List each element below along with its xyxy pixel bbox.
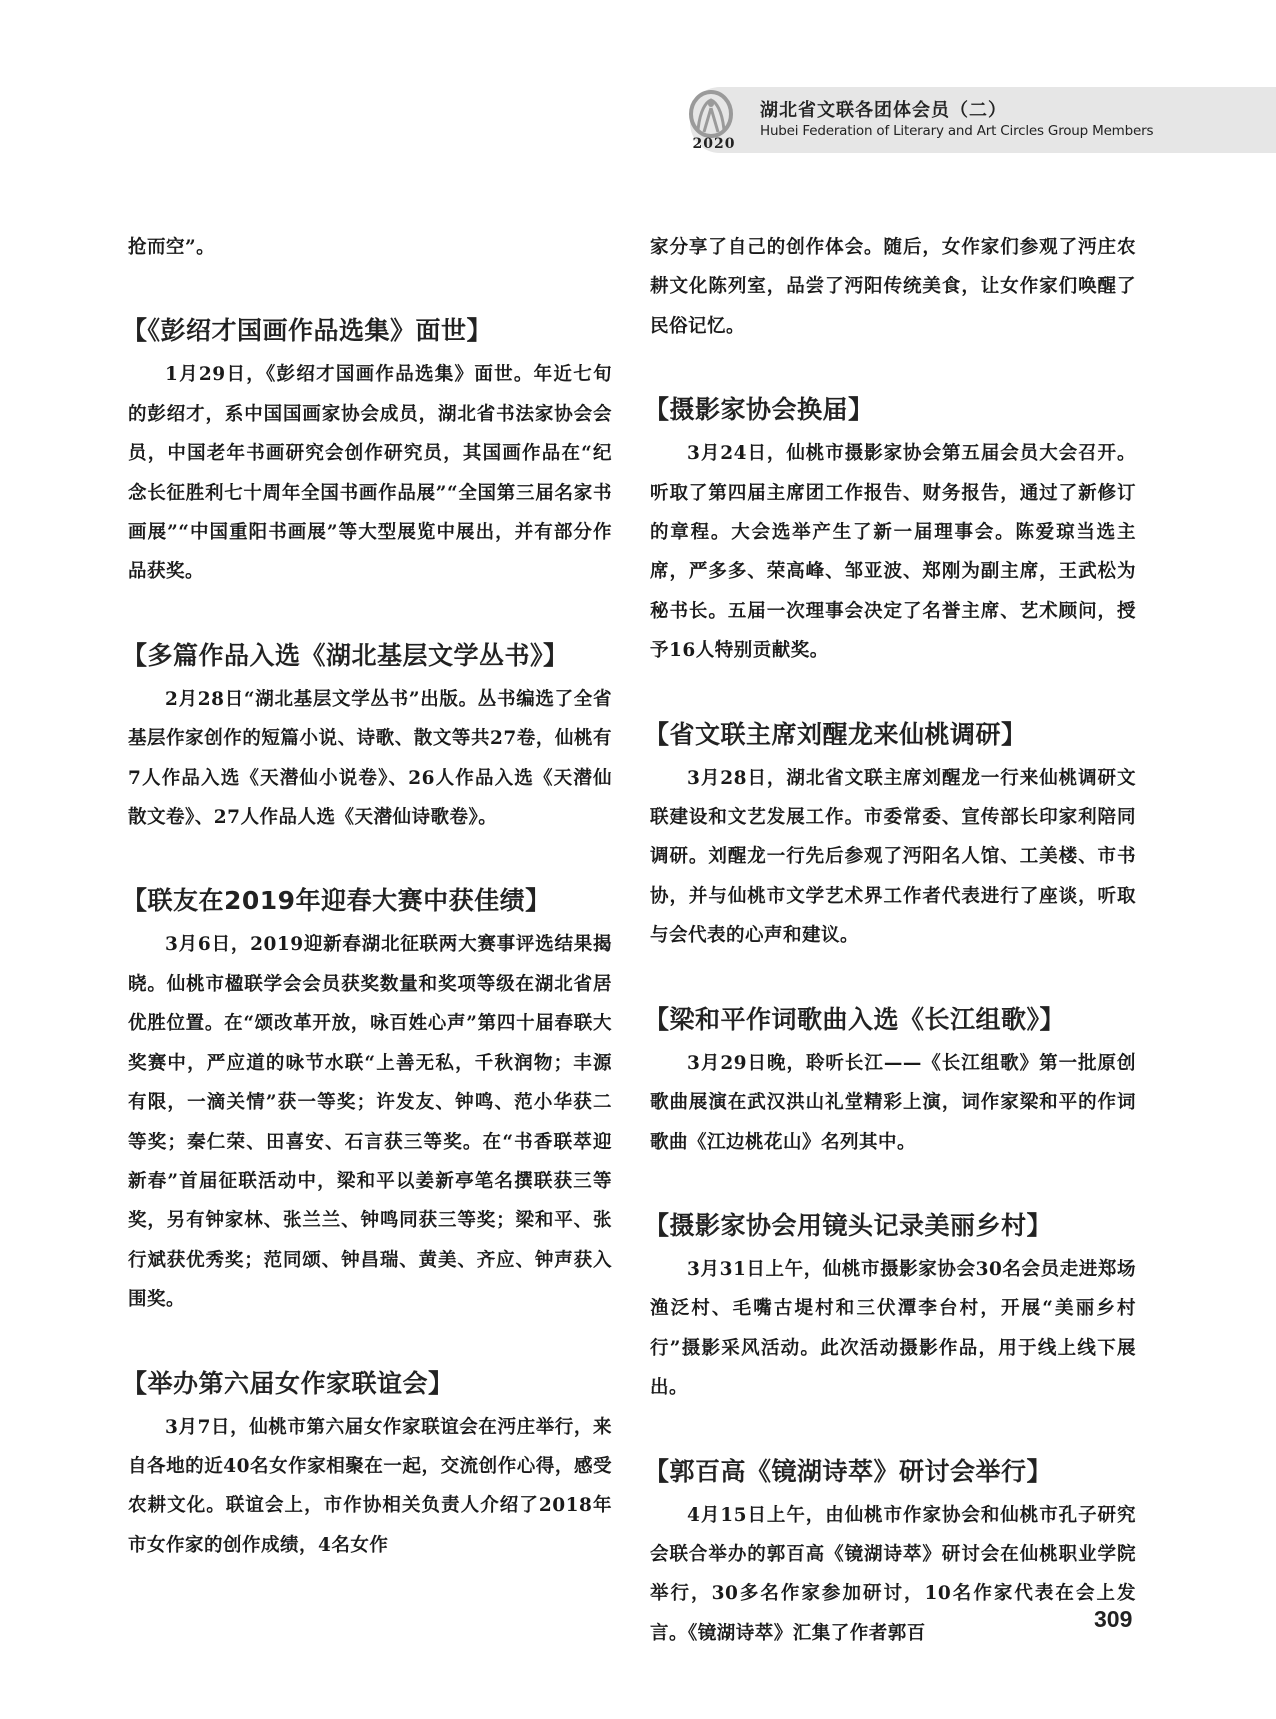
header-title-en: Hubei Federation of Literary and Art Circles Group Members xyxy=(760,123,1154,139)
section-heading: 【郭百高《镜湖诗萃》研讨会举行】 xyxy=(644,1456,1053,1486)
article-section xyxy=(122,313,612,591)
article-section xyxy=(644,392,1136,670)
article-section xyxy=(644,717,1136,956)
article-section xyxy=(644,1208,1136,1408)
section-body: 3月24日，仙桃市摄影家协会第五届会员大会召开。听取了第四届主席团工作报告、财务报告，通过了新修订的章程。大会选举产生了新一届理事会。陈爱琼当选主席，严多多、荣高峰、邹亚波、郑刚为副主席，王武松为秘书长。五届一次理事会决定了名誉主席、艺术顾问，授予16人特别贡献奖。 xyxy=(650,443,1136,662)
section-heading: 【梁和平作词歌曲入选《长江组歌》】 xyxy=(644,1004,1066,1034)
section-body: 3月6日，2019迎新春湖北征联两大赛事评选结果揭晓。仙桃市楹联学会会员获奖数量和奖项等级在湖北省居优胜位置。在“颂改革开放，咏百姓心声”第四十届春联大奖赛中，严应道的咏节水联“上善无私，千秋润物；丰源有限，一滴关情”获一等奖；许发友、钟鸣、范小华获二等奖；秦仁荣、田喜安、石言获三等奖。在“书香联萃迎新春”首届征联活动中，梁和平以姜新亭笔名撰联获三等奖，另有钟家林、张兰兰、钟鸣同获三等奖；梁和平、张行斌获优秀奖；范同颂、钟昌瑞、黄美、齐应、钟声获入围奖。 xyxy=(128,934,612,1311)
section-body: 3月7日，仙桃市第六届女作家联谊会在沔庄举行，来自各地的近40名女作家相聚在一起，交流创作心得，感受农耕文化。联谊会上，市作协相关负责人介绍了2018年市女作家的创作成绩，4名女作 xyxy=(128,1416,612,1556)
page-number: 309 xyxy=(1094,1606,1133,1632)
header-year: 2020 xyxy=(692,136,736,152)
section-body: 2月28日“湖北基层文学丛书”出版。丛书编选了全省基层作家创作的短篇小说、诗歌、散文等共27卷，仙桃有7人作品入选《天潜仙小说卷》、26人作品入选《天潜仙散文卷》、27人作品人选《天潜仙诗歌卷》。 xyxy=(128,688,612,829)
section-body: 4月15日上午，由仙桃市作家协会和仙桃市孔子研究会联合举办的郭百高《镜湖诗萃》研讨会在仙桃职业学院举行，30多名作家参加研讨，10名作家代表在会上发言。《镜湖诗萃》汇集了作者郭百 xyxy=(650,1504,1136,1644)
article-section xyxy=(644,1002,1136,1162)
section-heading: 【摄影家协会用镜头记录美丽乡村】 xyxy=(644,1210,1053,1240)
section-heading: 【摄影家协会换届】 xyxy=(644,395,874,425)
section-heading: 【《彭绍才国画作品选集》面世】 xyxy=(122,316,493,346)
section-body: 3月28日，湖北省文联主席刘醒龙一行来仙桃调研文联建设和文艺发展工作。市委常委、宣传部长印家利陪同调研。刘醒龙一行先后参观了沔阳名人馆、工美楼、市书协，并与仙桃市文学艺术界工作者代表进行了座谈，听取与会代表的心声和建议。 xyxy=(650,767,1136,947)
left-column xyxy=(122,228,612,1565)
section-heading: 【多篇作品入选《湖北基层文学丛书》】 xyxy=(122,640,569,670)
right-column xyxy=(644,228,1136,1653)
continuation-text: 抢而空”。 xyxy=(128,237,216,258)
article-section xyxy=(122,883,612,1319)
section-heading: 【举办第六届女作家联谊会】 xyxy=(122,1368,454,1398)
section-heading: 【联友在2019年迎春大赛中获佳绩】 xyxy=(122,886,551,916)
section-body: 1月29日，《彭绍才国画作品选集》面世。年近七旬的彭绍才，系中国国画家协会成员，湖北省书法家协会会员，中国老年书画研究会创作研究员，其国画作品在“纪念长征胜利七十周年全国书画作品展”“全国第三届名家书画展”“中国重阳书画展”等大型展览中展出，并有部分作品获奖。 xyxy=(128,364,612,583)
section-body: 3月29日晚，聆听长江——《长江组歌》第一批原创歌曲展演在武汉洪山礼堂精彩上演，词作家梁和平的作词歌曲《江边桃花山》名列其中。 xyxy=(650,1052,1136,1153)
article-section xyxy=(122,1366,612,1566)
header-title-cn: 湖北省文联各团体会员（二） xyxy=(760,100,1007,121)
section-heading: 【省文联主席刘醒龙来仙桃调研】 xyxy=(644,719,1027,749)
section-body: 3月31日上午，仙桃市摄影家协会30名会员走进郑场渔泛村、毛嘴古堤村和三伏潭李台村，开展“美丽乡村行”摄影采风活动。此次活动摄影作品，用于线上线下展出。 xyxy=(650,1258,1136,1399)
article-section xyxy=(122,638,612,838)
continuation-text: 家分享了自己的创作体会。随后，女作家们参观了沔庄农耕文化陈列室，品尝了沔阳传统美食，让女作家们唤醒了民俗记忆。 xyxy=(650,237,1136,337)
article-section xyxy=(644,1454,1136,1654)
